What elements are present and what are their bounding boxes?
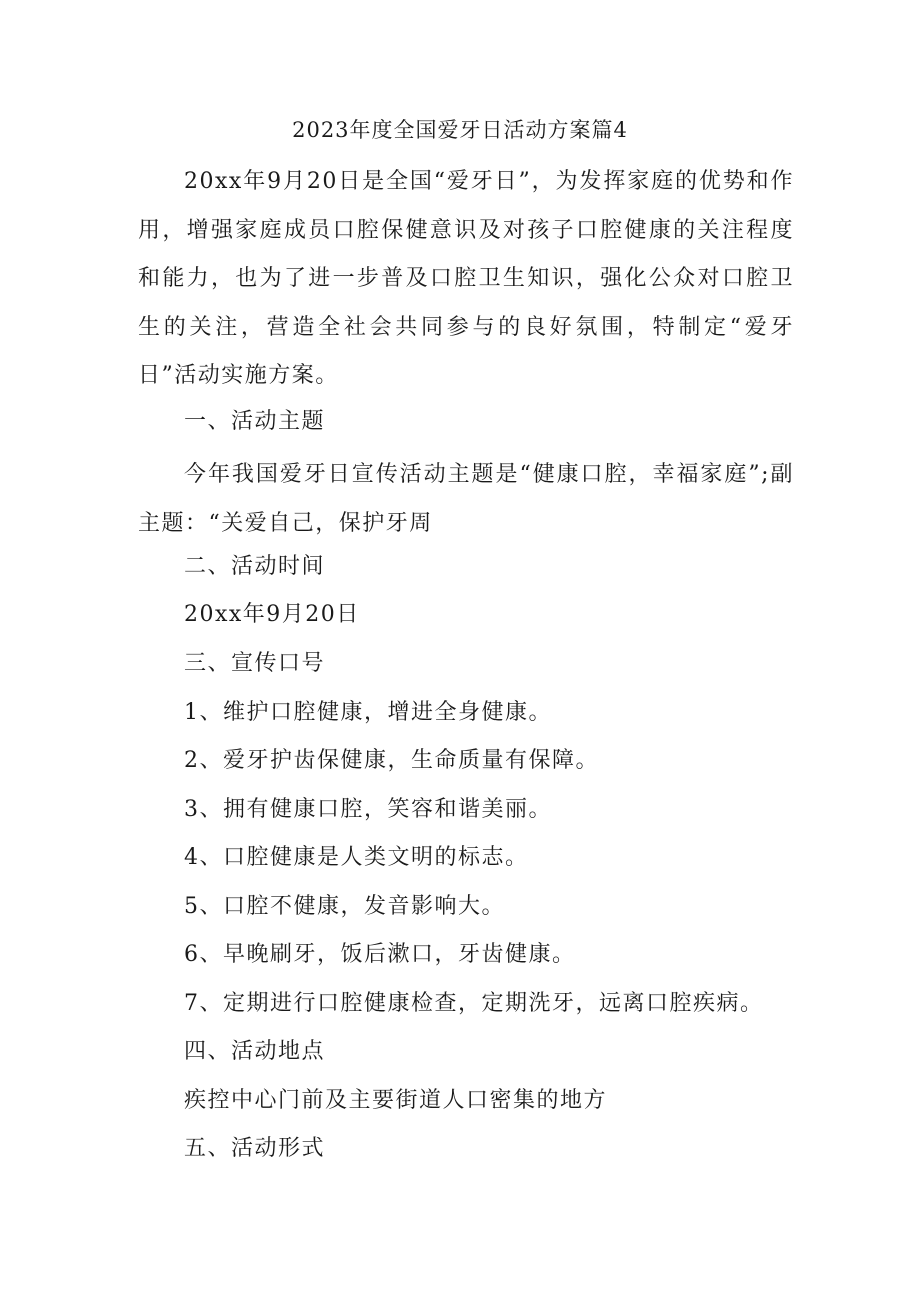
theme-paragraph: 今年我国爱牙日宣传活动主题是“健康口腔，幸福家庭”;副主题：“关爱自己，保护牙周 (138, 462, 794, 536)
slogan-item: 3、拥有健康口腔，笑容和谐美丽。 (184, 797, 552, 822)
slogan-item: 7、定期进行口腔健康检查，定期洗牙，远离口腔疾病。 (184, 991, 764, 1016)
slogan-item: 6、早晚刷牙，饭后漱口，牙齿健康。 (184, 942, 576, 967)
intro-paragraph: 20xx年9月20日是全国“爱牙日”，为发挥家庭的优势和作用，增强家庭成员口腔保健意识及对孩子口腔健康的关注程度和能力，也为了进一步普及口腔卫生知识，强化公众对口腔卫生的关注，营造全社会共同参与的良好氛围，特制定“爱牙日”活动实施方案。 (138, 169, 794, 389)
section-heading-slogans: 三、宣传口号 (184, 651, 326, 676)
document-title: 2023年度全国爱牙日活动方案篇4 (292, 118, 628, 142)
slogan-item: 2、爱牙护齿保健康，生命质量有保障。 (184, 748, 599, 773)
slogan-item: 1、维护口腔健康，增进全身健康。 (184, 700, 552, 725)
slogan-item: 5、口腔不健康，发音影响大。 (184, 894, 505, 919)
section-heading-time: 二、活动时间 (184, 554, 326, 579)
section-heading-format: 五、活动形式 (184, 1136, 326, 1161)
section-heading-location: 四、活动地点 (184, 1039, 326, 1064)
activity-date: 20xx年9月20日 (184, 602, 360, 627)
section-heading-theme: 一、活动主题 (184, 409, 326, 434)
slogan-item: 4、口腔健康是人类文明的标志。 (184, 845, 529, 870)
activity-location: 疾控中心门前及主要街道人口密集的地方 (184, 1088, 608, 1113)
